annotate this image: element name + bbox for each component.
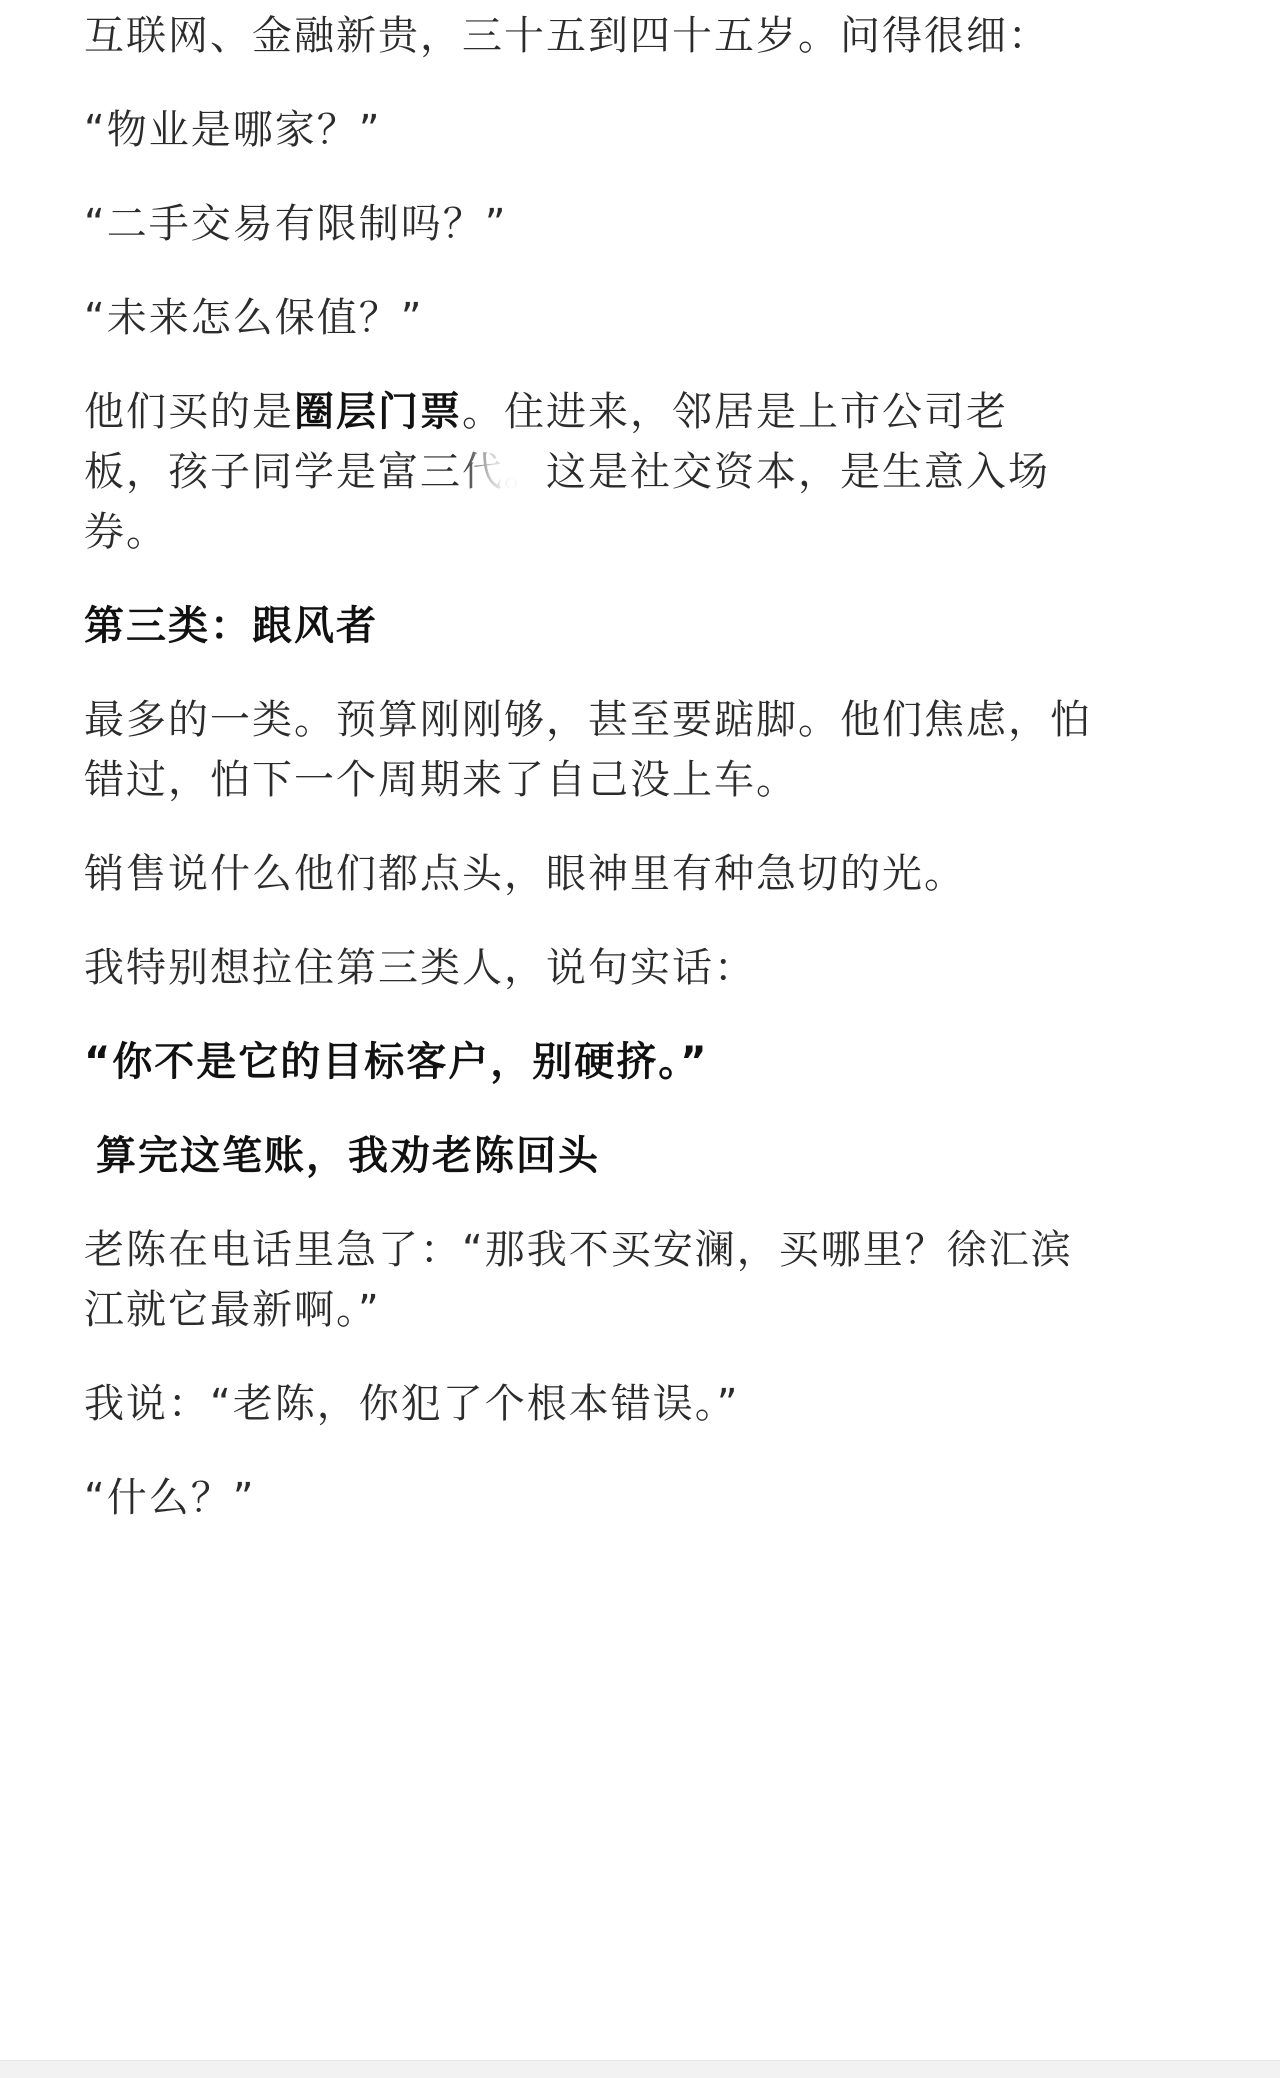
faded-text: 代。 (462, 449, 546, 495)
paragraph-circle-ticket-line3: 券。 (84, 509, 168, 555)
quote-not-target-customer: “你不是它的目标客户，别硬挤。” (84, 1039, 709, 1085)
quote-property-management: “物业是哪家？” (84, 107, 382, 153)
section-heading: 算完这笔账，我劝老陈回头 (96, 1133, 600, 1179)
text-run: 他们买的是 (84, 389, 294, 435)
quote-what: “什么？” (84, 1475, 256, 1521)
paragraph-fundamental-mistake: 我说：“老陈，你犯了个根本错误。” (84, 1381, 740, 1427)
paragraph-investors: 互联网、金融新贵，三十五到四十五岁。问得很细： (84, 13, 1050, 59)
bottom-edge-bar (0, 2060, 1280, 2078)
paragraph-sales-nod: 销售说什么他们都点头，眼神里有种急切的光。 (84, 851, 966, 897)
heading-type-three: 第三类：跟风者 (84, 603, 378, 649)
paragraph-lao-chen-line2: 江就它最新啊。” (84, 1287, 381, 1333)
text-run: 板，孩子同学是富三 (84, 449, 462, 495)
quote-value-preservation: “未来怎么保值？” (84, 295, 424, 341)
paragraph-followers-line2: 错过，怕下一个周期来了自己没上车。 (84, 757, 798, 803)
paragraph-honest-talk: 我特别想拉住第三类人，说句实话： (84, 945, 756, 991)
text-run: 。住进来，邻居是上市公司老 (462, 389, 1008, 435)
paragraph-followers-line1: 最多的一类。预算刚刚够，甚至要踮脚。他们焦虑，怕 (84, 697, 1092, 743)
paragraph-lao-chen-line1: 老陈在电话里急了：“那我不买安澜，买哪里？徐汇滨 (84, 1227, 1073, 1273)
emphasis-circle-ticket: 圈层门票 (294, 389, 462, 435)
text-run: 这是社交资本，是生意入场 (546, 449, 1050, 495)
quote-resale-restriction: “二手交易有限制吗？” (84, 201, 508, 247)
